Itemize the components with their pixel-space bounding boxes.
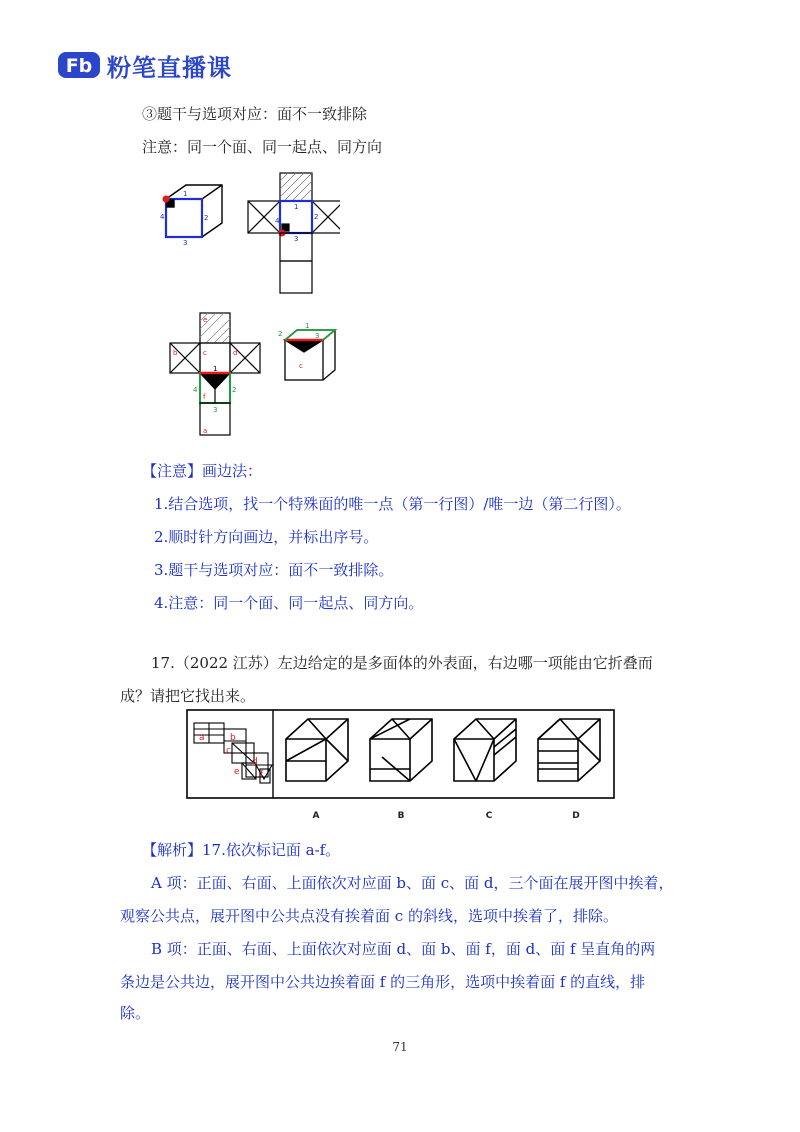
cube-4-diagram <box>275 318 345 438</box>
question-figure <box>186 709 616 829</box>
svg-text:3: 3 <box>183 239 188 247</box>
analysis-a-line1: A 项：正面、右面、上面依次对应面 b、面 c、面 d，三个面在展开图中挨着， <box>151 874 674 892</box>
notes-item-3: 3.题干与选项对应：面不一致排除。 <box>154 561 394 579</box>
option-d-label: D <box>572 811 580 821</box>
question-text-line1: 17.（2022 江苏）左边给定的是多面体的外表面，右边哪一项能由它折叠而 <box>151 654 653 672</box>
net-3-diagram <box>170 313 260 435</box>
notes-item-4: 4.注意：同一个面、同一起点、同方向。 <box>154 594 424 612</box>
option-b-label: B <box>397 811 405 821</box>
analysis-title: 【解析】17.依次标记面 a-f。 <box>142 841 341 859</box>
notes-item-1: 1.结合选项，找一个特殊面的唯一点（第一行图）/唯一边（第二行图）。 <box>154 495 631 513</box>
svg-text:b: b <box>230 733 236 743</box>
notes-item-2: 2.顺时针方向画边，并标出序号。 <box>154 528 379 546</box>
svg-text:Fb: Fb <box>65 55 93 77</box>
svg-text:d: d <box>252 757 258 767</box>
page-number: 71 <box>392 1040 408 1054</box>
net-2-diagram <box>248 173 340 293</box>
svg-text:1: 1 <box>183 190 188 198</box>
brand-name: 粉笔直播课 <box>107 53 232 82</box>
analysis-b-line1: B 项：正面、右面、上面依次对应面 d、面 b、面 f，面 d、面 f 呈直角的两 <box>151 940 656 958</box>
svg-text:2: 2 <box>204 214 209 222</box>
analysis-a-line2: 观察公共点，展开图中公共点没有挨着面 c 的斜线，选项中挨着了，排除。 <box>120 907 618 925</box>
option-a-cube <box>286 719 348 781</box>
svg-text:a: a <box>203 427 208 435</box>
option-b-cube <box>370 719 432 781</box>
cube-1-diagram <box>160 185 222 247</box>
svg-text:2: 2 <box>232 386 237 394</box>
svg-text:c: c <box>203 349 207 357</box>
svg-text:3: 3 <box>294 235 299 243</box>
svg-text:b: b <box>173 349 178 357</box>
option-d-cube <box>538 719 600 781</box>
intro-note: 注意：同一个面、同一起点、同方向 <box>142 138 383 156</box>
svg-text:e: e <box>234 767 240 777</box>
svg-text:4: 4 <box>275 217 280 225</box>
svg-text:d: d <box>233 349 238 357</box>
svg-text:3: 3 <box>213 406 218 414</box>
svg-text:f: f <box>203 393 206 401</box>
svg-text:2: 2 <box>278 330 283 338</box>
svg-text:a: a <box>199 733 205 743</box>
option-c-label: C <box>485 811 493 821</box>
svg-text:2: 2 <box>314 213 319 221</box>
option-a-label: A <box>312 811 320 821</box>
question-text-line2: 成？请把它找出来。 <box>120 687 256 705</box>
svg-text:4: 4 <box>193 386 198 394</box>
svg-text:1: 1 <box>305 322 310 330</box>
svg-text:1: 1 <box>213 365 218 373</box>
fenbi-logo-icon <box>57 49 101 81</box>
svg-text:4: 4 <box>160 213 165 221</box>
polyhedron-net <box>194 723 272 783</box>
option-c-cube <box>454 719 516 781</box>
svg-text:c: c <box>299 362 303 370</box>
analysis-b-line2: 条边是公共边，展开图中公共边挨着面 f 的三角形，选项中挨着面 f 的直线，排 <box>120 973 646 991</box>
svg-text:e: e <box>203 316 208 324</box>
svg-text:3: 3 <box>315 332 320 340</box>
brand-logo <box>57 48 232 82</box>
svg-text:1: 1 <box>294 203 299 211</box>
intro-step-3: ③题干与选项对应：面不一致排除 <box>142 105 368 123</box>
svg-text:f: f <box>260 770 264 780</box>
notes-title: 【注意】画边法： <box>142 462 263 480</box>
analysis-b-line3: 除。 <box>120 1004 151 1022</box>
svg-text:c: c <box>226 746 231 756</box>
